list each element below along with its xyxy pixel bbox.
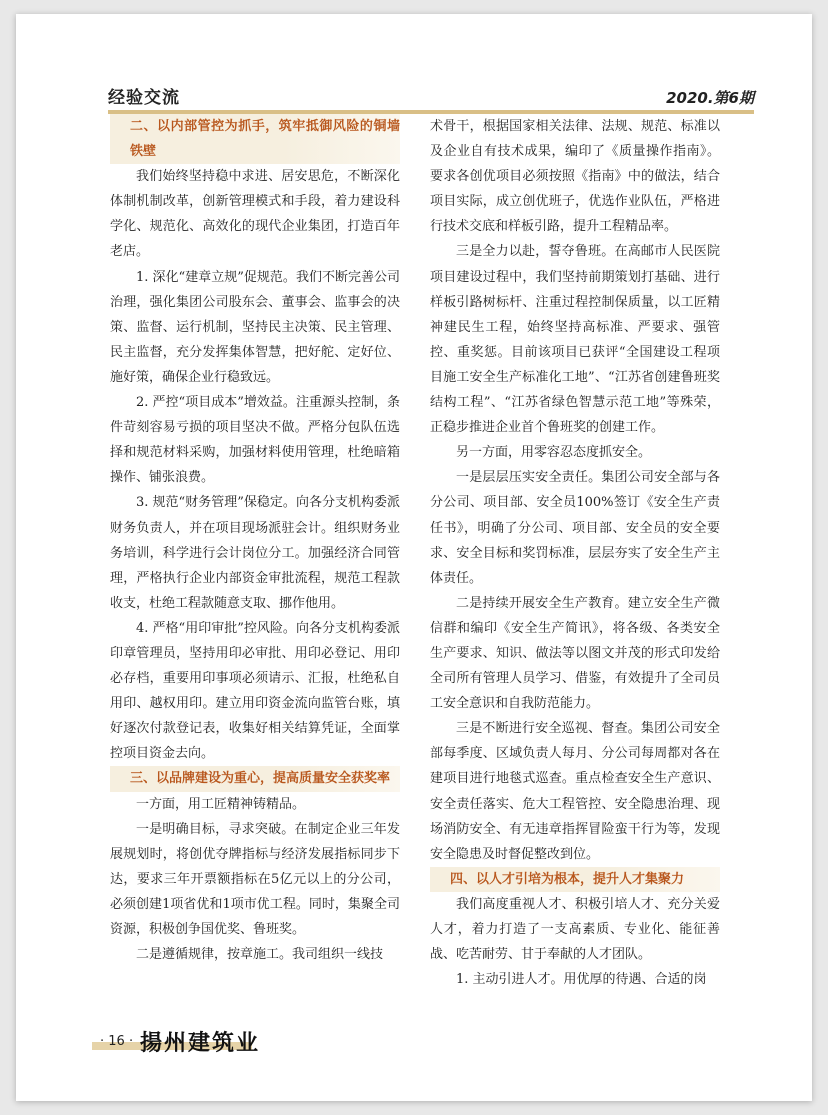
paragraph: 另一方面，用零容忍态度抓安全。	[456, 445, 652, 461]
paragraph: 三是不断进行安全巡视、督查。集团公司安全部每季度、区域负责人每月、分公司每周都对各在建项目进行地毯式巡查。重点检查安全生产意识、安全责任落实、危大工程管控、安全隐患治理、现场消防安全、有无违章指挥冒险蛮干行为等，发现安全隐患及时督促整改到位。	[430, 721, 720, 862]
page-footer	[92, 1022, 262, 1056]
paragraph: 我们高度重视人才、积极引培人才、充分关爱人才，着力打造了一支高素质、专业化、能征善战、吃苦耐劳、甘于奉献的人才团队。	[430, 896, 720, 963]
paragraph: 2. 严控“项目成本”增效益。注重源头控制，条件苛刻容易亏损的项目坚决不做。严格分包队伍选择和规范材料采购，加强材料使用管理，杜绝暗箱操作、铺张浪费。	[110, 395, 400, 486]
section-title: 经验交流	[108, 88, 180, 108]
section-heading-4: 四、以人才引培为根本，提升人才集聚力	[430, 867, 720, 892]
paragraph: 4. 严格“用印审批”控风险。向各分支机构委派印章管理员，坚持用印必审批、用印必登记、用印必存档，重要用印事项必须请示、汇报，杜绝私自用印、越权用印。建立用印资金流向监管台账，填好逐次付款登记表，收集好相关结算凭证，全面掌控项目资金去向。	[110, 620, 400, 762]
page-header	[108, 80, 754, 114]
section-heading-2: 二、以内部管控为抓手，筑牢抵御风险的铜墙铁壁	[110, 114, 400, 164]
magazine-logo: 揚州建筑业	[140, 1030, 261, 1056]
page-number: · 16 ·	[100, 1034, 134, 1049]
paragraph: 三是全力以赴，誓夺鲁班。在高邮市人民医院项目建设过程中，我们坚持前期策划打基础、进行样板引路树标杆、注重过程控制保质量，以工匠精神建民生工程，始终坚持高标准、严要求、强管控、重奖惩。目前该项目已获评“全国建设工程项目施工安全生产标准化工地”、“江苏省创建鲁班奖结构工程”、“江苏省绿色智慧示范工地”等殊荣，正稳步推进企业首个鲁班奖的创建工作。	[430, 244, 720, 436]
paragraph: 3. 规范“财务管理”保稳定。向各分支机构委派财务负责人，并在项目现场派驻会计。组织财务业务培训，科学进行会计岗位分工。加强经济合同管理，严格执行企业内部资金审批流程，规范工程款收支，杜绝工程款随意支取、挪作他用。	[110, 495, 400, 611]
left-column	[110, 114, 400, 967]
issue-number: 2020.第6期	[666, 89, 754, 107]
paragraph: 我们始终坚持稳中求进、居安思危，不断深化体制机制改革，创新管理模式和手段，着力建设科学化、规范化、高效化的现代企业集团，打造百年老店。	[110, 169, 400, 260]
section-heading-3: 三、以品牌建设为重心，提高质量安全获奖率	[110, 766, 400, 791]
paragraph: 二是持续开展安全生产教育。建立安全生产微信群和编印《安全生产简讯》，将各级、各类安全生产要求、知识、做法等以图文并茂的形式印发给全司所有管理人员学习、借鉴，有效提升了全司员工安全意识和自我防范能力。	[430, 595, 720, 712]
paragraph: 术骨干，根据国家相关法律、法规、规范、标准以及企业自有技术成果，编印了《质量操作指南》。要求各创优项目必须按照《指南》中的做法，结合项目实际，成立创优班子，优选作业队伍，严格进行技术交底和样板引路，提升工程精品率。	[430, 119, 720, 235]
paragraph: 一是明确目标，寻求突破。在制定企业三年发展规划时，将创优夺牌指标与经济发展指标同步下达，要求三年开票额指标在5亿元以上的分公司，必须创建1项省优和1项市优工程。同时，集聚全司资源，积极创争国优奖、鲁班奖。	[110, 821, 400, 937]
paragraph: 1. 主动引进人才。用优厚的待遇、合适的岗	[456, 972, 707, 988]
paragraph: 1. 深化“建章立规”促规范。我们不断完善公司治理，强化集团公司股东会、董事会、监事会的决策、监督、运行机制，坚持民主决策、民主管理、民主监督，充分发挥集体智慧，把好舵、定好位、施好策，确保企业行稳致远。	[110, 269, 400, 385]
paragraph: 一方面，用工匠精神铸精品。	[136, 796, 306, 812]
paragraph: 二是遵循规律，按章施工。我司组织一线技	[136, 947, 384, 963]
right-column	[430, 114, 720, 992]
paragraph: 一是层层压实安全责任。集团公司安全部与各分公司、项目部、安全员100%签订《安全生产责任书》，明确了分公司、项目部、安全员的安全要求、安全目标和奖罚标准，层层夯实了安全生产主体责任。	[430, 470, 720, 586]
